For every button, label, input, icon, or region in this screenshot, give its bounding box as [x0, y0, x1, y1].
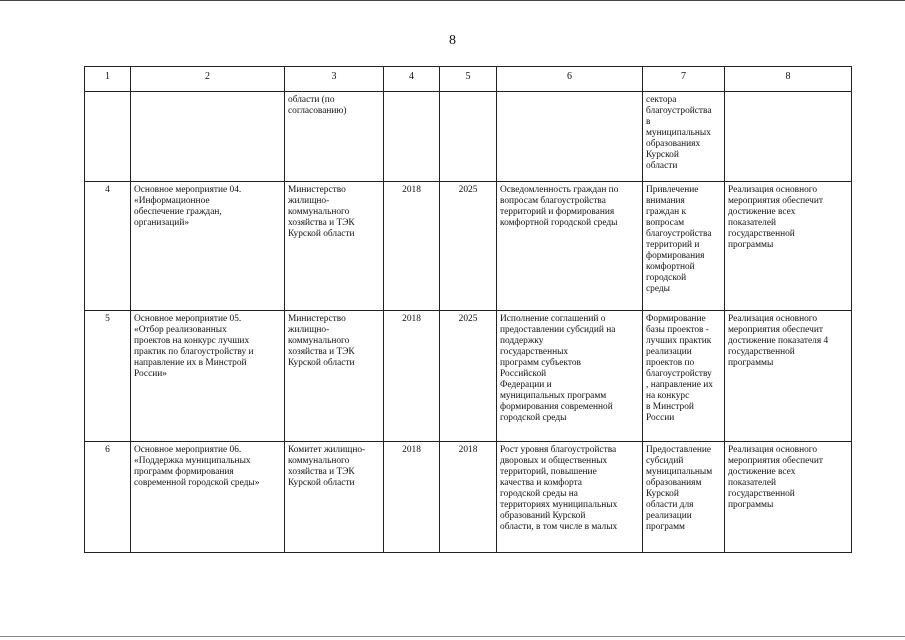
top-border-line	[0, 0, 905, 1]
row-number-cell: 5	[85, 311, 131, 442]
column-header-7: 7	[643, 67, 725, 92]
indicator-link-cell	[725, 311, 852, 442]
main-directions-cell	[643, 92, 725, 182]
expected-result-cell	[497, 182, 643, 311]
table-row	[85, 182, 852, 311]
column-header-3: 3	[285, 67, 384, 92]
end-year-cell: 2025	[440, 182, 497, 311]
start-year-cell	[384, 92, 440, 182]
activity-name: Основное мероприятие 05. «Отбор реализованных проектов на конкурс лучших практик по благоустройству и направление их в Минстрой России»	[134, 314, 254, 379]
program-activities-table	[84, 66, 852, 553]
main-directions: Привлечение внимания граждан к вопросам благоустройства территорий и формирования комфортной городской среды	[646, 185, 712, 294]
end-year-cell	[440, 92, 497, 182]
start-year-cell: 2018	[384, 442, 440, 553]
column-header-2: 2	[131, 67, 285, 92]
main-directions: Формирование базы проектов - лучших практик реализации проектов по благоустройству , направление их на конкурс в Минстрой России	[646, 314, 713, 423]
executor-cell	[285, 92, 384, 182]
expected-result-cell	[497, 92, 643, 182]
executor: Комитет жилищно- коммунального хозяйства и ТЭК Курской области	[288, 445, 366, 488]
indicator-link-cell	[725, 182, 852, 311]
table-row	[85, 92, 852, 182]
activity-name: Основное мероприятие 04. «Информационное обеспечение граждан, организаций»	[134, 185, 242, 228]
activity-name-cell	[131, 92, 285, 182]
expected-result: Исполнение соглашений о предоставлении субсидий на поддержку государственных программ субъектов Российской Федерации и муниципальных программ формирования современной городской среды	[500, 314, 616, 423]
column-header-8: 8	[725, 67, 852, 92]
executor: области (по согласованию)	[288, 95, 347, 116]
indicator-link: Реализация основного мероприятия обеспечит достижение всех показателей государственной программы	[728, 445, 823, 510]
row-number-cell: 6	[85, 442, 131, 553]
header-row	[85, 67, 852, 92]
row-number-cell	[85, 92, 131, 182]
expected-result: Осведомленность граждан по вопросам благоустройства территорий и формирования комфортной городской среды	[500, 185, 619, 228]
expected-result-cell	[497, 311, 643, 442]
activity-name-cell	[131, 311, 285, 442]
end-year-cell: 2018	[440, 442, 497, 553]
start-year-cell: 2018	[384, 311, 440, 442]
table-row	[85, 442, 852, 553]
expected-result-cell	[497, 442, 643, 553]
column-header-4: 4	[384, 67, 440, 92]
indicator-link: Реализация основного мероприятия обеспечит достижение всех показателей государственной программы	[728, 185, 823, 250]
indicator-link: Реализация основного мероприятия обеспечит достижение показателя 4 государственной программы	[728, 314, 829, 368]
expected-result: Рост уровня благоустройства дворовых и общественных территорий, повышение качества и комфорта городской среды на территориях муниципальных образований Курской области, в том числе в малых	[500, 445, 618, 532]
executor: Министерство жилищно- коммунального хозяйства и ТЭК Курской области	[288, 314, 355, 368]
row-number-cell: 4	[85, 182, 131, 311]
activity-name-cell	[131, 442, 285, 553]
activity-name: Основное мероприятие 06. «Поддержка муниципальных программ формирования современной городской среды»	[134, 445, 260, 488]
page-number: 8	[449, 33, 456, 48]
column-header-1: 1	[85, 67, 131, 92]
end-year-cell: 2025	[440, 311, 497, 442]
column-header-5: 5	[440, 67, 497, 92]
executor-cell	[285, 182, 384, 311]
main-directions: сектора благоустройства в муниципальных образованиях Курской области	[646, 95, 712, 171]
indicator-link-cell	[725, 92, 852, 182]
activity-name-cell	[131, 182, 285, 311]
main-directions-cell	[643, 442, 725, 553]
start-year-cell: 2018	[384, 182, 440, 311]
bottom-border-line	[0, 636, 905, 637]
executor-cell	[285, 442, 384, 553]
column-header-6: 6	[497, 67, 643, 92]
main-directions-cell	[643, 311, 725, 442]
main-directions-cell	[643, 182, 725, 311]
table-row	[85, 311, 852, 442]
indicator-link-cell	[725, 442, 852, 553]
executor: Министерство жилищно- коммунального хозяйства и ТЭК Курской области	[288, 185, 355, 239]
main-directions: Предоставление субсидий муниципальным образованиям Курской области для реализации программ	[646, 445, 713, 532]
executor-cell	[285, 311, 384, 442]
